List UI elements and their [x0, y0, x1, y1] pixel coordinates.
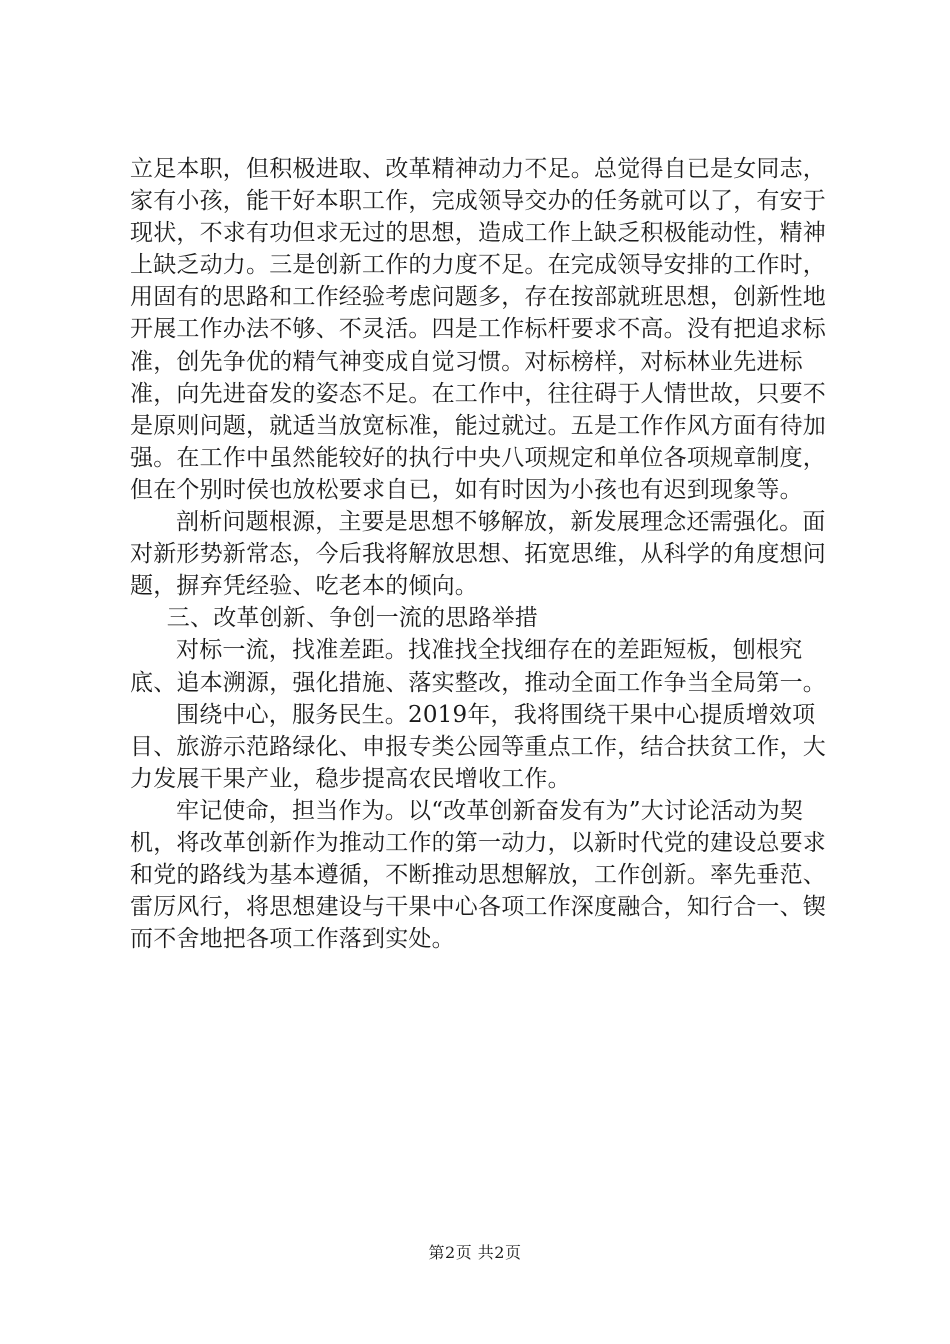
paragraph-5: 围绕中心，服务民生。2019年，我将围绕干果中心提质增效项目、旅游示范路绿化、申报专类公园等重点工作，结合扶贫工作，大力发展干果产业，稳步提高农民增收工作。 [130, 701, 826, 792]
paragraph-4: 对标一流，找准差距。找准找全找细存在的差距短板，刨根究底、追本溯源，强化措施、落实整改，推动全面工作争当全局第一。 [130, 637, 826, 696]
paragraph-1: 立足本职，但积极进取、改革精神动力不足。总觉得自已是女同志，家有小孩，能干好本职工作，完成领导交办的任务就可以了，有安于现状，不求有功但求无过的思想，造成工作上缺乏积极能动性，精神上缺乏动力。三是创新工作的力度不足。在完成领导安排的工作时，用固有的思路和工作经验考虑问题多，存在按部就班思想，创新性地开展工作办法不够、不灵活。四是工作标杆要求不高。没有把追求标准，创先争优的精气神变成自觉习惯。对标榜样，对标林业先进标准，向先进奋发的姿态不足。在工作中，往往碍于人情世故，只要不是原则问题，就适当放宽标准，能过就过。五是工作作风方面有待加强。在工作中虽然能较好的执行中央八项规定和单位各项规章制度，但在个别时侯也放松要求自已，如有时因为小孩也有迟到现象等。 [130, 156, 826, 503]
page-footer: 第2页 共2页 [428, 1243, 522, 1262]
section-heading: 三、改革创新、争创一流的思路举措 [166, 605, 538, 632]
paragraph-6: 牢记使命，担当作为。以“改革创新奋发有为”大讨论活动为契机，将改革创新作为推动工作的第一动力，以新时代党的建设总要求和党的路线为基本遵循，不断推动思想解放，工作创新。率先垂范、雷厉风行，将思想建设与干果中心各项工作深度融合，知行合一、锲而不舍地把各项工作落到实处。 [130, 797, 826, 953]
paragraph-2: 剖析问题根源，主要是思想不够解放，新发展理念还需强化。面对新形势新常态，今后我将解放思想、拓宽思维，从科学的角度想问题，摒弃凭经验、吃老本的倾向。 [130, 509, 826, 600]
document-body [130, 153, 830, 955]
